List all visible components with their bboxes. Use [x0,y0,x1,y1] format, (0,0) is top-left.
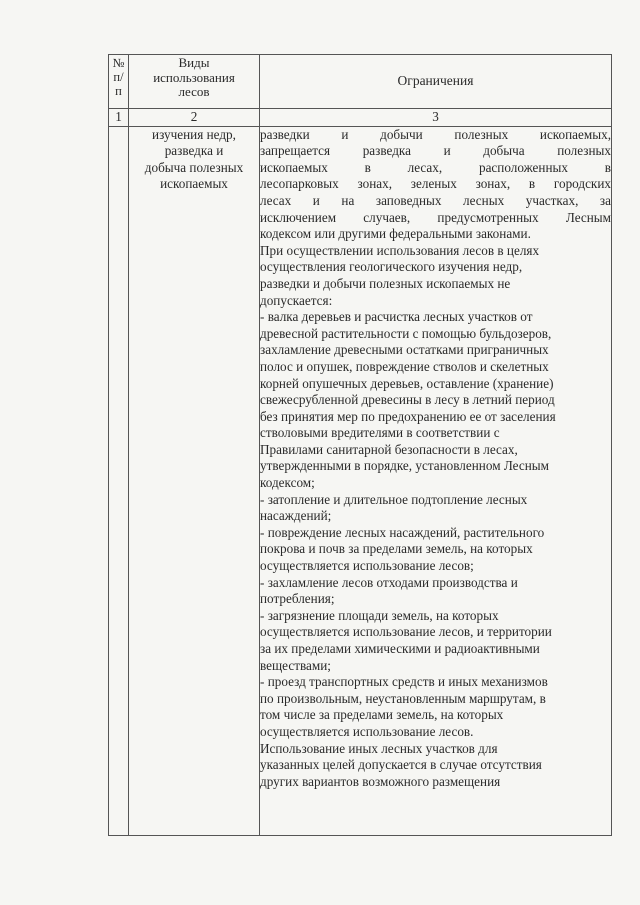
restriction-line: осуществляется использование лесов; [260,558,474,574]
header-number-line: № [112,56,125,70]
restriction-line: покрова и почв за пределами земель, на которых [260,541,533,557]
row-number-cell [109,126,129,835]
header-activity-line: использования [153,70,235,85]
table-header-row [109,55,612,109]
restriction-line: При осуществлении использования лесов в целях [260,242,540,258]
header-number-line: п [115,84,122,98]
restriction-line: полос и опушек, повреждение стволов и скелетных [260,358,549,374]
restriction-line: лесопарковых зонах, зеленых зонах, в городских [260,176,611,192]
column-number-3: 3 [260,109,612,127]
restriction-line: - загрязнение площади земель, на которых [260,607,499,623]
restriction-line: корней опушечных деревьев, оставление (хранение) [260,375,554,391]
restriction-line: стволовыми вредителями в соответствии с [260,425,500,441]
restriction-line: лесах и на заповедных лесных участках, за [260,192,611,208]
restriction-line: ископаемых в лесах, расположенных в [260,159,611,175]
activity-cell [129,126,260,835]
restriction-line: Правилами санитарной безопасности в лесах, [260,441,518,457]
restriction-line: - захламление лесов отходами производства и [260,574,518,590]
restriction-line: потребления; [260,591,335,607]
header-activity-cell [129,55,260,109]
restrictions-table [108,54,612,836]
restriction-line: осуществляется использование лесов, и территории [260,624,552,640]
restriction-line: древесной растительности с помощью бульдозеров, [260,325,552,341]
restriction-line: осуществляется использование лесов. [260,723,474,739]
restriction-line: - затопление и длительное подтопление лесных [260,491,528,507]
restriction-line: захламление древесными остатками приграничных [260,342,549,358]
column-number-1: 1 [109,109,129,127]
restriction-line: без принятия мер по предохранению ее от заселения [260,408,556,424]
restriction-line: - повреждение лесных насаждений, растительного [260,524,545,540]
restrictions-text-block [260,226,611,790]
column-number-2: 2 [129,109,260,127]
header-activity-line: лесов [178,85,210,99]
restriction-line: разведки и добычи полезных ископаемых не [260,275,511,291]
activity-line: разведка и [164,143,224,159]
header-number-line: п/ [113,70,124,84]
restriction-line: разведки и добычи полезных ископаемых, [260,126,611,142]
restrictions-justified-block [260,127,611,227]
restriction-line: допускается: [260,292,333,308]
restriction-line: свежесрубленной древесины в лесу в летний период [260,392,555,408]
restriction-line: осуществления геологического изучения недр, [260,259,523,275]
restriction-line: за их пределами химическими и радиоактивными [260,641,540,656]
restriction-line: - валка деревьев и расчистка лесных участков от [260,309,533,325]
restriction-line: кодексом или другими федеральными законами. [260,226,531,242]
restriction-line: - проезд транспортных средств и иных механизмов [260,674,548,690]
column-numbers-row [109,109,612,127]
restriction-line: Использование иных лесных участков для [260,740,498,756]
restriction-line: веществами; [260,657,331,673]
restriction-line: исключением случаев, предусмотренных Лесным [260,209,611,225]
restriction-line: других вариантов возможного размещения [260,773,501,789]
header-restrictions-cell: Ограничения [260,55,612,109]
restrictions-cell [260,126,612,835]
restriction-line: указанных целей допускается в случае отсутствия [260,757,542,773]
activity-line: ископаемых [160,176,228,192]
restriction-line: кодексом; [260,475,315,491]
restriction-line: утвержденными в порядке, установленном Лесным [260,458,549,474]
header-activity-line: Виды [178,56,210,70]
header-number-cell [109,55,129,109]
restriction-line: запрещается разведка и добыча полезных [260,143,611,159]
restriction-line: по произвольным, неустановленным маршрутам, в [260,690,546,706]
activity-line: добыча полезных [144,159,244,175]
restriction-line: том числе за пределами земель, на которых [260,707,504,723]
table-row [109,126,612,835]
restriction-line: насаждений; [260,508,332,524]
activity-line: изучения недр, [152,126,236,142]
